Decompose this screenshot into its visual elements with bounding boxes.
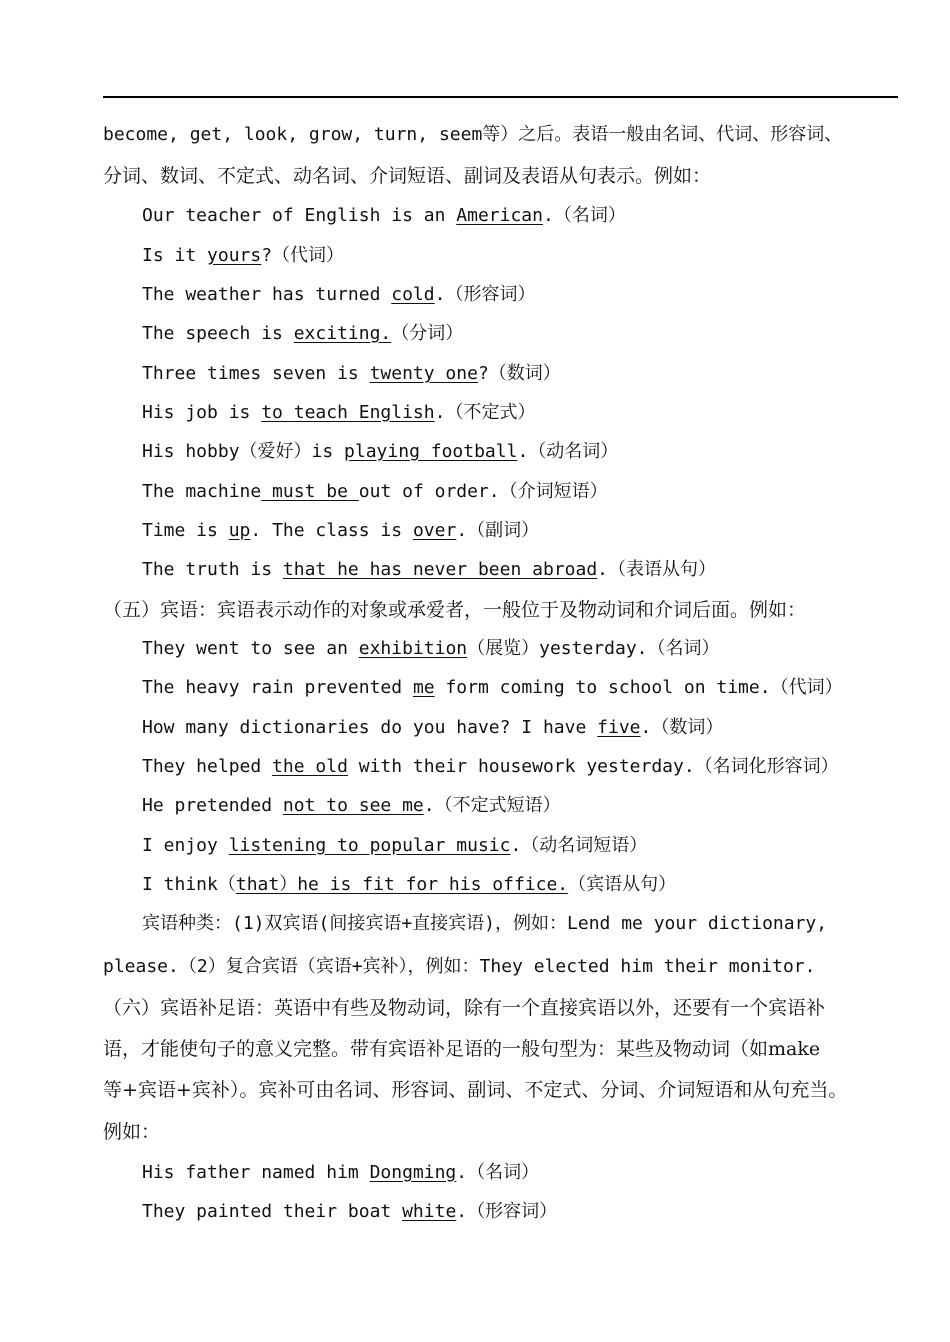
predicative-example: The truth is that he has never been abroad.（表语从句） (142, 559, 717, 580)
predicative-example: Our teacher of English is an American.（名词） (142, 205, 626, 226)
object-types-line-1: 宾语种类：(1)双宾语(间接宾语+直接宾语)，例如：Lend me your dictionary, (142, 913, 828, 934)
object-example: They helped the old with their housework yesterday.（名词化形容词） (142, 756, 839, 777)
object-example: How many dictionaries do you have? I have five.（数词） (142, 717, 724, 738)
predicative-example: His job is to teach English.（不定式） (142, 402, 536, 423)
predicative-example: Is it yours?（代词） (142, 245, 345, 266)
predicative-example: The speech is exciting.（分词） (142, 323, 464, 344)
complement-example: They painted their boat white.（形容词） (142, 1201, 558, 1222)
object-example: They went to see an exhibition（展览）yesterday.（名词） (142, 638, 720, 659)
complement-example: His father named him Dongming.（名词） (142, 1162, 540, 1183)
object-example: I enjoy listening to popular music.（动名词短语） (142, 835, 648, 856)
object-example: He pretended not to see me.（不定式短语） (142, 795, 561, 816)
object-heading: （五）宾语：宾语表示动作的对象或承爱者，一般位于及物动词和介词后面。例如： (103, 599, 807, 621)
complement-line-4: 例如： (103, 1121, 161, 1143)
object-types-line-2: please.（2）复合宾语（宾语+宾补），例如：They elected him their monitor. (103, 956, 816, 977)
predicative-example: The weather has turned cold.（形容词） (142, 284, 536, 305)
complement-line-2: 语，才能使句子的意义完整。带有宾语补足语的一般句型为：某些及物动词（如make (103, 1038, 821, 1060)
object-example: The heavy rain prevented me form coming to school on time.（代词） (142, 677, 843, 698)
object-example: I think（that）he is fit for his office.（宾语从句） (142, 874, 677, 895)
intro-line-1: become, get, look, grow, turn, seem等）之后。表语一般由名词、代词、形容词、 (103, 124, 843, 145)
predicative-example: The machine must be out of order.（介词短语） (142, 481, 608, 502)
predicative-example: Time is up. The class is over.（副词） (142, 520, 540, 541)
complement-line-1: （六）宾语补足语：英语中有些及物动词，除有一个直接宾语以外，还要有一个宾语补 (103, 997, 826, 1019)
predicative-example: Three times seven is twenty one?（数词） (142, 363, 561, 384)
predicative-example: His hobby（爱好）is playing football.（动名词） (142, 441, 619, 462)
header-rule (103, 96, 898, 98)
complement-line-3: 等+宾语+宾补）。宾补可由名词、形容词、副词、不定式、分词、介词短语和从句充当。 (103, 1079, 848, 1101)
intro-line-2: 分词、数词、不定式、动名词、介词短语、副词及表语从句表示。例如： (103, 165, 712, 187)
